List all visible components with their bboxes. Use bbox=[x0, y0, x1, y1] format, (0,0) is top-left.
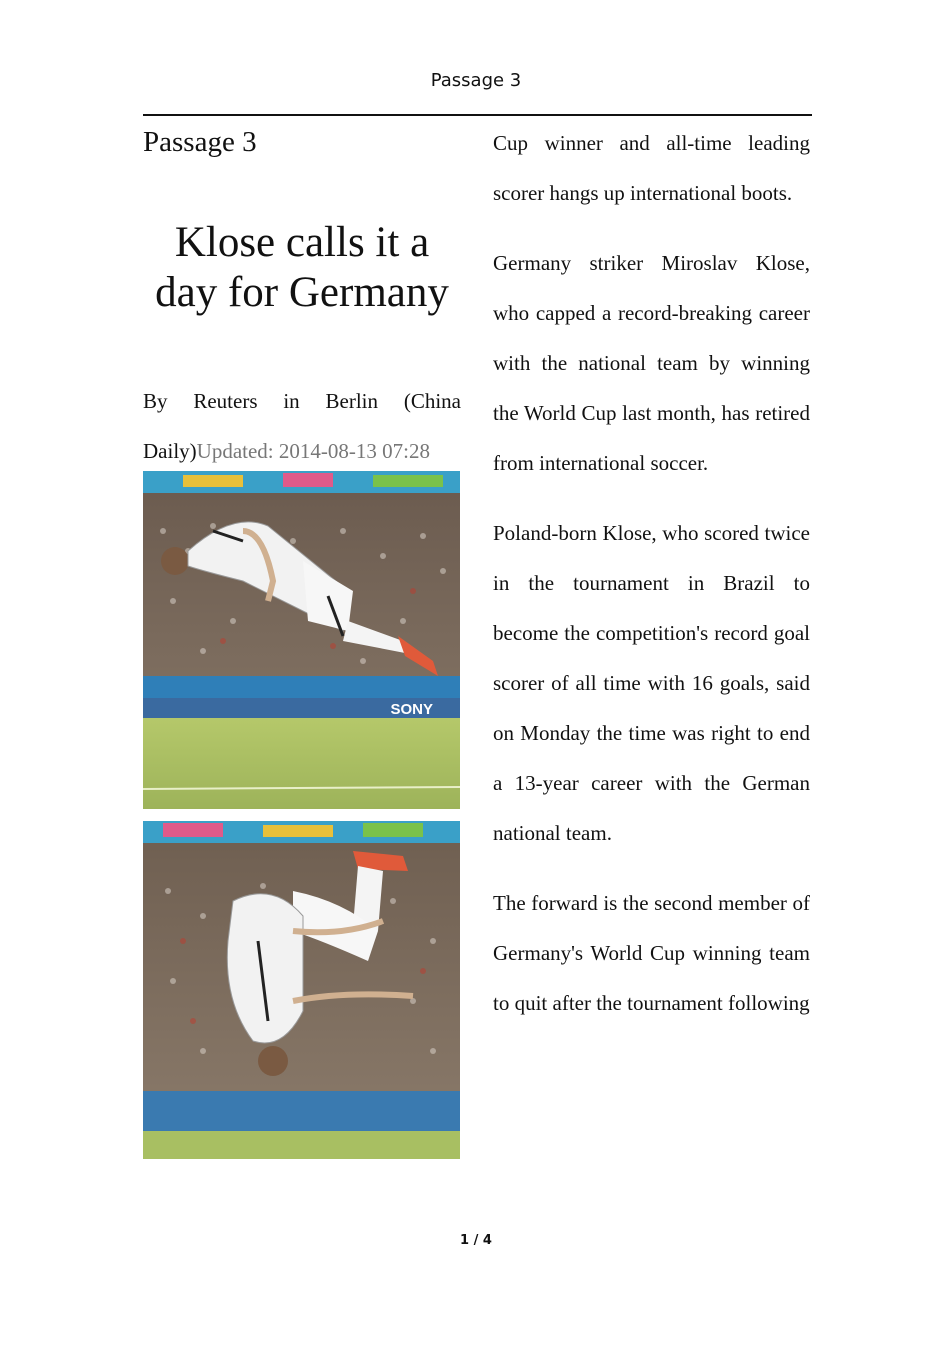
article-paragraph: Cup winner and all-time leading scorer hangs up international boots. bbox=[493, 131, 810, 205]
page-header: Passage 3 bbox=[430, 70, 522, 91]
klose-somersault-photo-2 bbox=[143, 821, 460, 1159]
byline bbox=[143, 376, 461, 476]
byline-source: By Reuters in Berlin (China Daily) bbox=[143, 389, 461, 463]
ad-board-text: SONY bbox=[390, 701, 433, 718]
right-column bbox=[493, 118, 810, 1048]
article-paragraph: The forward is the second member of Germany's World Cup winning team to quit after the tournament following bbox=[493, 891, 810, 1015]
header-rule bbox=[143, 114, 812, 116]
page-indicator: 1 / 4 bbox=[460, 1233, 492, 1248]
article-paragraph: Poland-born Klose, who scored twice in the tournament in Brazil to become the competition's record goal scorer of all time with 16 goals, said on Monday the time was right to end a 13-year career with the German national team. bbox=[493, 521, 810, 845]
section-title: Passage 3 bbox=[143, 126, 257, 158]
klose-somersault-photo-1 bbox=[143, 471, 460, 809]
article-paragraph: Germany striker Miroslav Klose, who capped a record-breaking career with the national team by winning the World Cup last month, has retired from international soccer. bbox=[493, 251, 810, 475]
updated-date: Updated: 2014-08-13 07:28 bbox=[196, 439, 430, 463]
article-headline: Klose calls it a day for Germany bbox=[155, 219, 449, 316]
